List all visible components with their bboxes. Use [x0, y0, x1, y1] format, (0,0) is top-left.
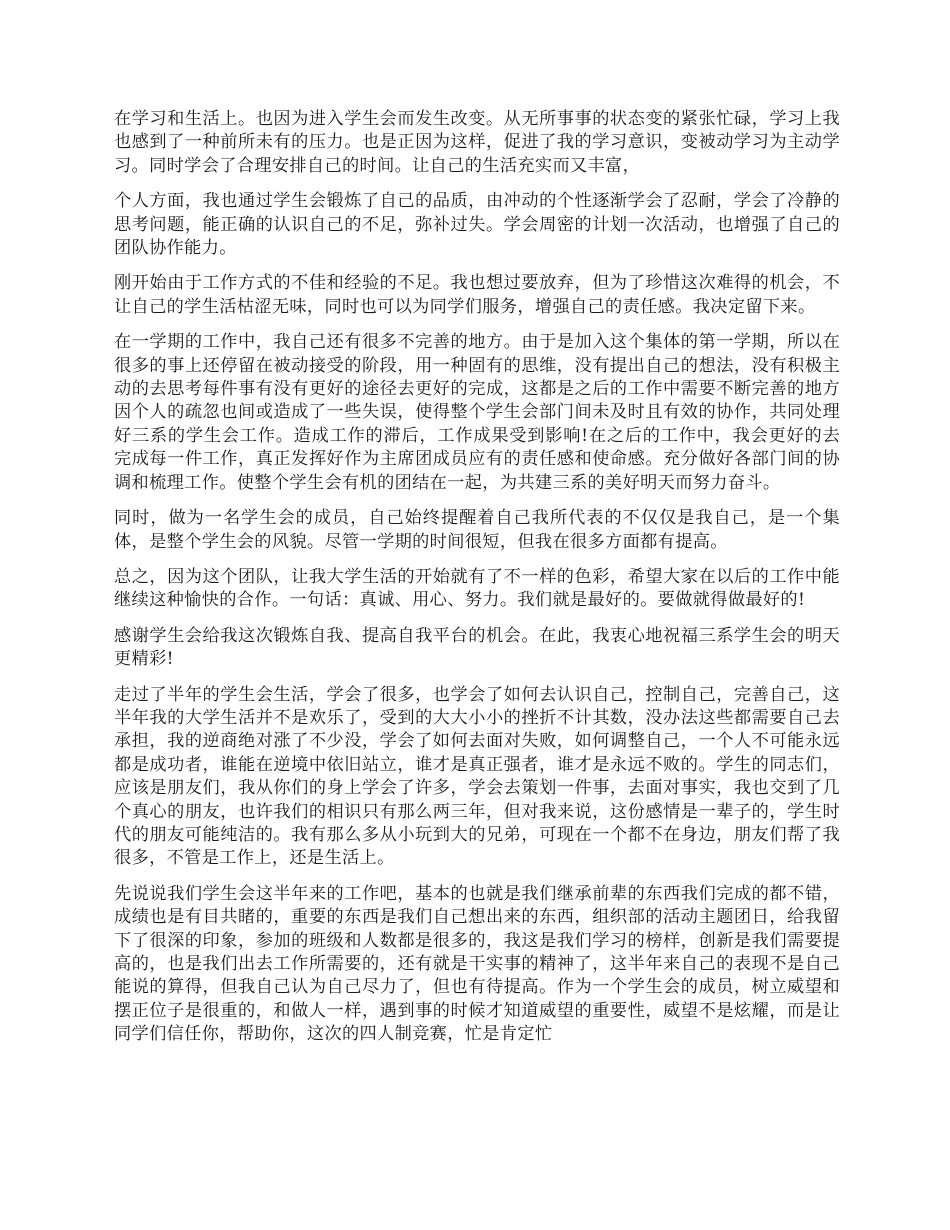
paragraph-5: 同时，做为一名学生会的成员，自己始终提醒着自己我所代表的不仅仅是我自己，是一个集体，是整个学生会的风貌。尽管一学期的时间很短，但我在很多方面都有提高。: [114, 508, 840, 552]
paragraph-2: 个人方面，我也通过学生会锻炼了自己的品质，由冲动的个性逐渐学会了忍耐，学会了冷静的思考问题，能正确的认识自己的不足，弥补过失。学会周密的计划一次活动，也增强了自己的团队协作能力。: [114, 191, 840, 259]
paragraph-1: 在学习和生活上。也因为进入学生会而发生改变。从无所事事的状态变的紧张忙碌，学习上我也感到了一种前所未有的压力。也是正因为这样，促进了我的学习意识，变被动学习为主动学习。同时学会了合理安排自己的时间。让自己的生活充实而又丰富，: [114, 109, 840, 176]
paragraph-3: 刚开始由于工作方式的不佳和经验的不足。我也想过要放弃，但为了珍惜这次难得的机会，不让自己的学生活枯涩无味，同时也可以为同学们服务，增强自己的责任感。我决定留下来。: [114, 273, 840, 317]
paragraph-9: 先说说我们学生会这半年来的工作吧，基本的也就是我们继承前辈的东西我们完成的都不错，成绩也是有目共睹的，重要的东西是我们自己想出来的东西，组织部的活动主题团日，给我留下了很深的印象，参加的班级和人数都是很多的，我这是我们学习的榜样，创新是我们需要提高的，也是我们出去工作所需要的，还有就是干实事的精神了，这半年来自己的表现不是自己能说的算得，但我自己认为自己尽力了，但也有待提高。作为一个学生会的成员，树立威望和摆正位子是很重的，和做人一样，遇到事的时候才知道威望的重要性，威望不是炫耀，而是让同学们信任你，帮助你，这次的四人制竞赛，忙是肯定忙: [114, 883, 840, 1045]
paragraph-6: 总之，因为这个团队，让我大学生活的开始就有了不一样的色彩，希望大家在以后的工作中能继续这种愉快的合作。一句话：真诚、用心、努力。我们就是最好的。要做就得做最好的!: [114, 566, 840, 611]
document-body: [114, 108, 840, 1059]
paragraph-8: 走过了半年的学生会生活，学会了很多，也学会了如何去认识自己，控制自己，完善自己，这半年我的大学生活并不是欢乐了，受到的大大小小的挫折不计其数，没办法这些都需要自己去承担，我的逆商绝对涨了不少没，学会了如何去面对失败，如何调整自己，一个人不可能永远都是成功者，谁能在逆境中依旧站立，谁才是真正强者，谁才是永远不败的。学生的同志们，应该是朋友们，我从你们的身上学会了许多，学会去策划一件事，去面对事实，我也交到了几个真心的朋友，也许我们的相识只有那么两三年，但对我来说，这份感情是一辈子的，学生时代的朋友可能纯洁的。我有那么多从小玩到大的兄弟，可现在一个都不在身边，朋友们帮了我很多，不管是工作上，还是生活上。: [114, 684, 840, 869]
paragraph-4: 在一学期的工作中，我自己还有很多不完善的地方。由于是加入这个集体的第一学期，所以在很多的事上还停留在被动接受的阶段，用一种固有的思维，没有提出自己的想法，没有积极主动的去思考每件事有没有更好的途径去更好的完成，这都是之后的工作中需要不断完善的地方因个人的疏忽也间或造成了一些失误，使得整个学生会部门间未及时且有效的协作，共同处理好三系的学生会工作。造成工作的滞后，工作成果受到影响!在之后的工作中，我会更好的去完成每一件工作，真正发挥好作为主席团成员应有的责任感和使命感。充分做好各部门间的协调和梳理工作。使整个学生会有机的团结在一起，为共建三系的美好明天而努力奋斗。: [114, 332, 840, 493]
paragraph-7: 感谢学生会给我这次锻炼自我、提高自我平台的机会。在此，我衷心地祝福三系学生会的明天更精彩!: [114, 625, 840, 670]
